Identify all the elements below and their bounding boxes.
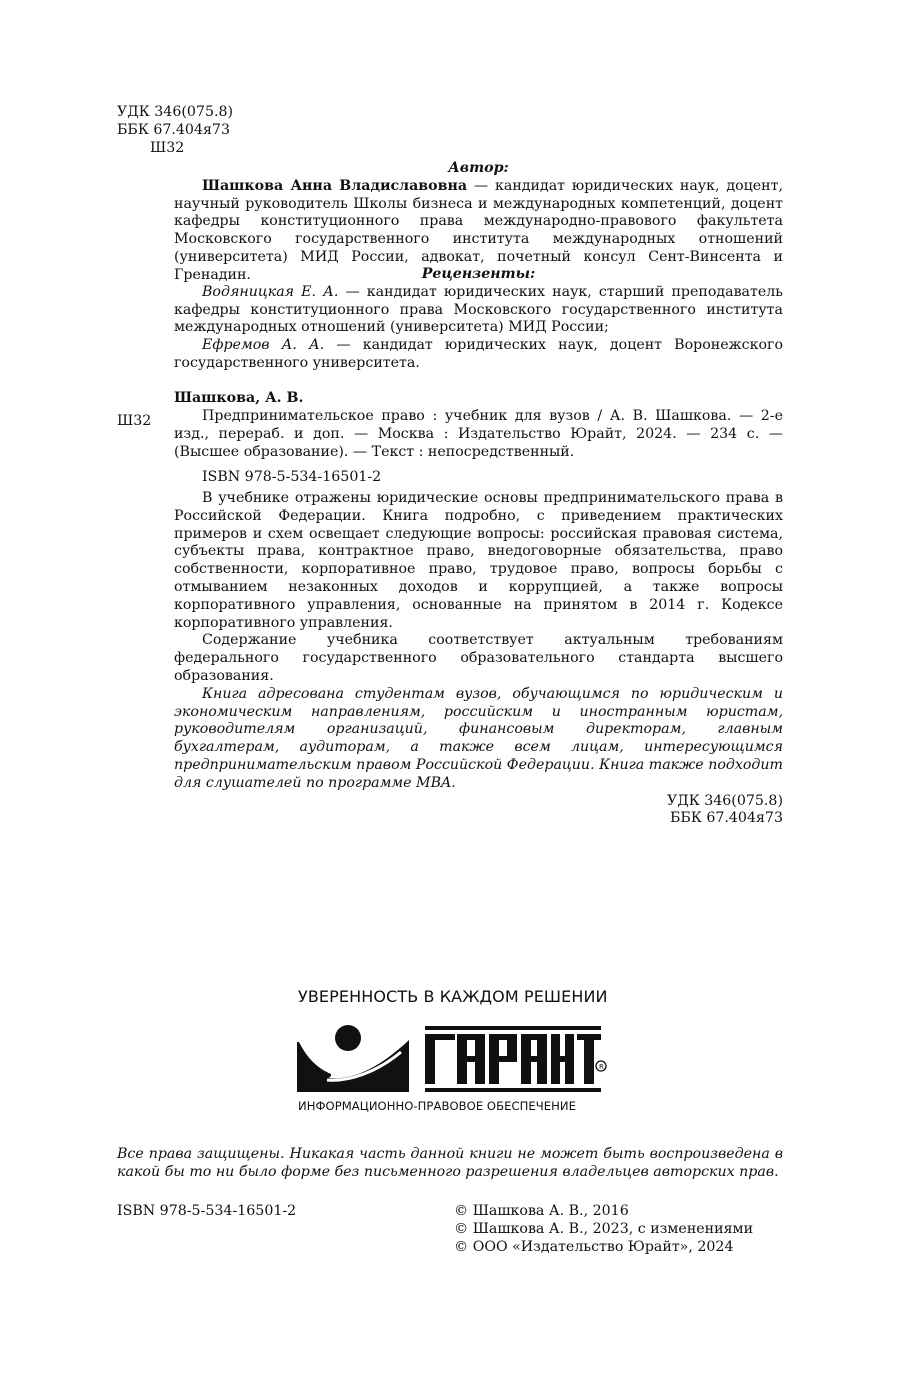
reviewer-1-bio: — кандидат юридических наук, старший преподаватель кафедры конституционного права Московского государственного института международных отношений (университета) МИД России; bbox=[174, 283, 783, 336]
copyright-line: © ООО «Издательство Юрайт», 2024 bbox=[454, 1238, 734, 1255]
annotation-paragraph-1: В учебнике отражены юридические основы предпринимательского права в Российской Федерации. Книга подробно, с приведением практических примеров и схем освещает следующие вопросы: российская правовая система, субъекты права, контрактное право, внедоговорные обязательства, право собственности, корпоративное право, трудовое право, вопросы борьбы с отмыванием незаконных доходов и коррупцией, а также вопросы корпоративного управления, основанные на принятом в 2014 г. Кодексе корпоративного управления. bbox=[174, 490, 783, 631]
reviewers-section bbox=[174, 266, 783, 373]
reviewer-2-bio: — кандидат юридических наук, доцент Воронежского государственного университета. bbox=[174, 337, 783, 371]
bbk-code: ББК 67.404я73 bbox=[117, 121, 230, 138]
garant-wordmark-icon bbox=[425, 1026, 606, 1092]
annotation-paragraph-2: Содержание учебника соответствует актуальным требованиям федерального государственного образовательного стандарта высшего образования. bbox=[174, 632, 783, 684]
garant-tagline: ИНФОРМАЦИОННО-ПРАВОВОЕ ОБЕСПЕЧЕНИЕ bbox=[298, 1099, 577, 1113]
garant-emblem-icon bbox=[297, 1025, 409, 1092]
bib-description: Предпринимательское право : учебник для вузов / А. В. Шашкова. — 2-е изд., перераб. и доп. — Москва : Издательство Юрайт, 2024. — 234 с. — (Высшее образование). — Текст : непосредственный. bbox=[174, 408, 783, 460]
author-bio-text: — кандидат юридических наук, доцент, научный руководитель Школы бизнеса и международных компетенций, доцент кафедры конституционного права международно-правового факультета Московского государственного института международных отношений (университета) МИД России, адвокат, почетный консул Сент-Винсента и Гренадин. bbox=[174, 177, 783, 283]
reviewer-2 bbox=[174, 337, 783, 373]
footer-isbn: ISBN 978-5-534-16501-2 bbox=[117, 1203, 297, 1219]
author-name: Шашкова Анна Владиславовна bbox=[202, 177, 468, 194]
copyright-line: © Шашкова А. В., 2023, с изменениями bbox=[454, 1220, 754, 1237]
udk-code: УДК 346(075.8) bbox=[117, 104, 234, 120]
annotation-paragraph-3: Книга адресована студентам вузов, обучающимся по юридическим и экономическим направлениям, российским и иностранным юристам, руководителям организаций, финансовым директорам, главным бухгалтерам, аудиторам, а также всем лицам, интересующимся предпринимательским правом Российской Федерации. Книга также подходит для слушателей по программе MBA. bbox=[174, 685, 783, 791]
author-mark: Ш32 bbox=[150, 139, 185, 156]
reviewer-1-name: Водяницкая Е. А. bbox=[202, 283, 339, 300]
annotation-udk: УДК 346(075.8) bbox=[666, 792, 783, 809]
reviewer-2-name: Ефремов А. А. bbox=[202, 337, 325, 354]
bib-isbn: ISBN 978-5-534-16501-2 bbox=[202, 469, 382, 485]
bib-mark: Ш32 bbox=[117, 413, 152, 429]
garant-slogan: УВЕРЕННОСТЬ В КАЖДОМ РЕШЕНИИ bbox=[298, 987, 608, 1006]
annotation bbox=[174, 490, 783, 828]
garant-logo bbox=[297, 1022, 607, 1098]
copyright-line: © Шашкова А. В., 2016 bbox=[454, 1203, 629, 1219]
classification-block bbox=[117, 104, 317, 157]
rights-notice: Все права защищены. Никакая часть данной книги не может быть воспроизведена в какой бы то ни было форме без письменного разрешения владельцев авторских прав. bbox=[117, 1146, 783, 1180]
reviewer-1 bbox=[174, 284, 783, 337]
svg-text:R: R bbox=[599, 1063, 604, 1071]
author-heading: Автор: bbox=[448, 160, 509, 176]
reviewers-heading: Рецензенты: bbox=[421, 266, 536, 282]
annotation-bbk: ББК 67.404я73 bbox=[670, 810, 783, 827]
copyright-block bbox=[454, 1203, 784, 1256]
bib-author-heading: Шашкова, А. В. bbox=[174, 390, 304, 406]
